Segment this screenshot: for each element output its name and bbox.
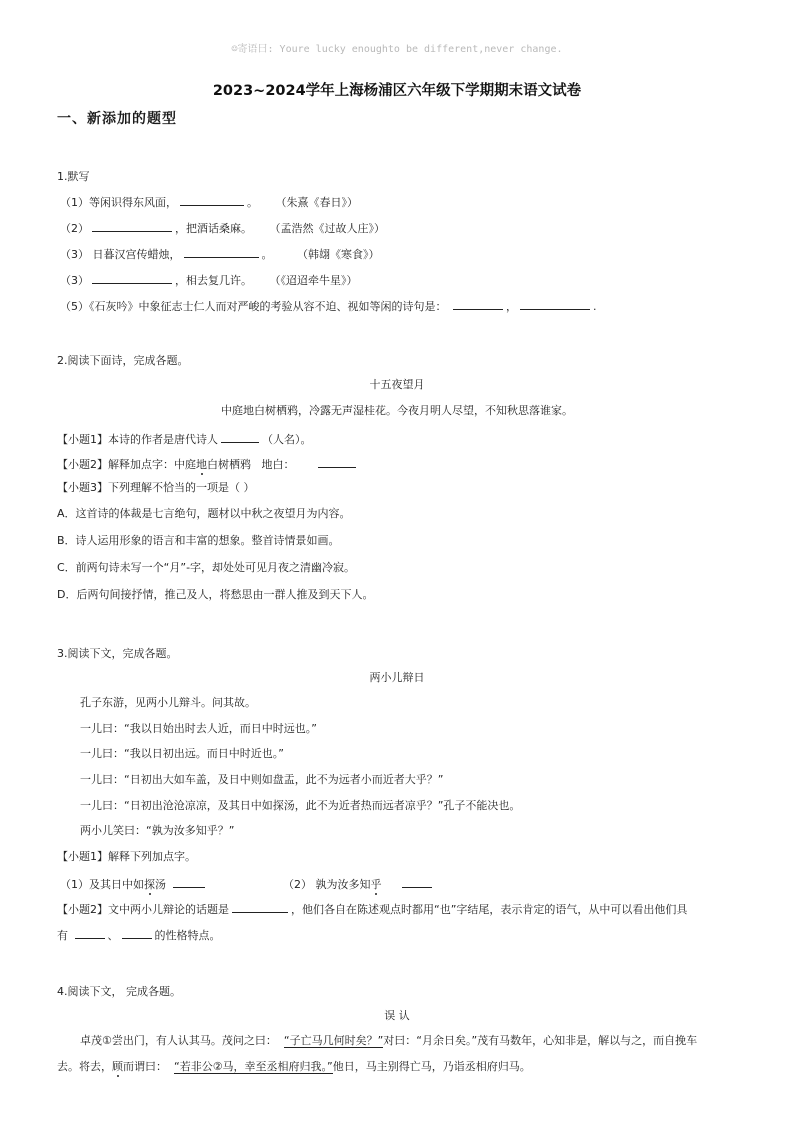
option-d[interactable]: D．后两句间接抒情，推己及人，将愁思由一群人推及到天下人。 (57, 588, 374, 601)
q1-line-1 (60, 194, 358, 210)
q1-line-1-source: （朱熹《春日》） (275, 196, 358, 209)
q1-line-5 (60, 298, 597, 314)
dotted-char: 乎 (370, 878, 382, 891)
answer-blank[interactable] (318, 456, 356, 468)
passage-title: 两小儿辩日 (369, 671, 425, 684)
passage-line (57, 1060, 531, 1074)
option-a[interactable]: A．这首诗的体裁是七言绝句，题材以中秋之夜望月为内容。 (57, 507, 351, 520)
q1-line-4-source: （《迢迢牵牛星》） (269, 274, 358, 287)
q1-line-1-end: 。 (247, 196, 258, 209)
q2-sub-2-label: 地白： (261, 458, 295, 471)
q4-line-2-end: 他日，马主别得亡马，乃诣丞相府归马。 (332, 1060, 531, 1073)
question-3-stem: 3.阅读下文，完成各题。 (57, 647, 178, 660)
q2-sub-3: 【小题3】下列理解不恰当的一项是（ ） (57, 481, 255, 494)
q1-line-4 (60, 272, 357, 288)
q1-line-2-end: ，把酒话桑麻。 (175, 222, 252, 235)
q4-line-1-cont: 对曰：“月余日矣。”茂有马数年，心知非是，解以与之，而自挽车 (383, 1034, 698, 1047)
q3-item-1-end: 汤 (155, 878, 166, 891)
answer-blank[interactable] (75, 927, 105, 939)
passage-title: 误 认 (384, 1009, 410, 1022)
passage-para: 一儿曰：“我以日始出时去人近，而日中时远也。” (80, 722, 317, 735)
q3-sub-2-cont: ，他们各自在陈述观点时都用“也”字结尾，表示肯定的语气，从中可以看出他们具 (291, 903, 688, 916)
dotted-char: 顾 (112, 1060, 123, 1073)
answer-blank[interactable] (92, 272, 172, 284)
q3-sub-2-you: 有 (57, 929, 68, 942)
page-title: 2023~2024学年上海杨浦区六年级下学期期末语文试卷 (212, 83, 582, 99)
q2-sub-1-end: （人名）。 (262, 433, 312, 446)
q2-sub-1 (57, 431, 312, 447)
q2-sub-1-text: 【小题1】本诗的作者是唐代诗人 (57, 433, 218, 446)
poem-title: 十五夜望月 (369, 378, 425, 391)
q1-line-3 (60, 246, 379, 262)
answer-blank[interactable] (173, 876, 205, 888)
q1-line-4-text: （3） (60, 274, 89, 287)
q3-sub-2 (57, 901, 687, 917)
passage-line (80, 1034, 697, 1048)
q3-item-2-text: （2） 孰为汝多知 (283, 878, 371, 891)
q4-line-2-mid: 而谓曰： (123, 1060, 167, 1073)
q1-line-2 (60, 220, 385, 236)
q1-line-4-end: ，相去复几许。 (175, 274, 252, 287)
passage-para: 一儿曰：“日初出沧沧凉凉，及其日中如探汤，此不为近者热而远者凉乎？”孔子不能决也。 (80, 799, 521, 812)
q3-item-1 (60, 876, 208, 892)
poem-text: 中庭地白树栖鸦，冷露无声湿桂花。今夜月明人尽望，不知秋思落谁家。 (221, 404, 573, 417)
q3-sub-2-sep: 、 (107, 929, 119, 942)
q1-line-3-end: 。 (261, 248, 273, 261)
answer-blank[interactable] (453, 298, 503, 310)
passage-para: 一儿曰：“日初出大如车盖，及日中则如盘盂，此不为远者小而近者大乎？” (80, 773, 444, 786)
dotted-char: 地 (196, 458, 207, 471)
underlined-sentence: “子亡马几何时矣？” (283, 1034, 384, 1047)
answer-blank[interactable] (180, 194, 244, 206)
answer-blank[interactable] (122, 927, 152, 939)
question-4-stem: 4.阅读下文， 完成各题。 (57, 985, 181, 998)
q1-line-5-text: （5）《石灰吟》中象征志士仁人而对严峻的考验从容不迫、视如等闲的诗句是： (60, 300, 447, 313)
underlined-sentence: “若非公②马，幸至丞相府归我。” (174, 1060, 333, 1073)
answer-blank[interactable] (520, 298, 590, 310)
q1-line-5-comma: ， (506, 300, 517, 313)
q3-sub-1: 【小题1】解释下列加点字。 (57, 850, 196, 863)
q3-item-1-text: （1）及其日中如 (60, 878, 144, 891)
dotted-char: 探 (144, 878, 155, 891)
passage-para: 两小儿笑曰：“孰为汝多知乎？” (80, 824, 235, 837)
q3-sub-2-text: 【小题2】文中两小儿辩论的话题是 (57, 903, 229, 916)
option-b[interactable]: B．诗人运用形象的语言和丰富的想象。整首诗情景如画。 (57, 534, 340, 547)
passage-para: 孔子东游，见两小儿辩斗。问其故。 (80, 696, 256, 709)
option-c[interactable]: C．前两句诗未写一个“月”-字，却处处可见月夜之清幽冷寂。 (57, 561, 356, 574)
motto-watermark: ☺寄语曰: Youre lucky enoughto be different,never change. (231, 44, 563, 55)
q2-sub-2-mid: 白树栖鸦 (207, 458, 251, 471)
q4-line-1-text: 卓茂①尝出门，有人认其马。茂问之曰： (80, 1034, 277, 1047)
q3-sub-2-line-2 (57, 927, 221, 943)
answer-blank[interactable] (232, 901, 288, 913)
q1-line-5-end: . (593, 300, 597, 313)
answer-blank[interactable] (402, 876, 432, 888)
q3-sub-2-end: 的性格特点。 (154, 929, 221, 942)
q1-line-3-source: （韩翃《寒食》） (296, 248, 380, 261)
answer-blank[interactable] (221, 431, 259, 443)
section-heading: 一、新添加的题型 (57, 111, 177, 127)
q3-item-2 (283, 876, 435, 892)
q1-line-3-text: （3） 日暮汉宫传蜡烛， (60, 248, 181, 261)
q1-line-2-text: （2） (60, 222, 89, 235)
q1-line-1-text: （1）等闲识得东风面， (60, 196, 177, 209)
q2-sub-2 (57, 456, 359, 472)
q2-sub-2-text: 【小题2】解释加点字：中庭 (57, 458, 196, 471)
question-2-stem: 2.阅读下面诗，完成各题。 (57, 354, 189, 367)
answer-blank[interactable] (184, 246, 259, 258)
answer-blank[interactable] (92, 220, 172, 232)
passage-para: 一儿曰：“我以日初出远。而日中时近也。” (80, 747, 284, 760)
question-1-stem: 1.默写 (57, 170, 90, 183)
q4-line-2-text: 去。将去， (57, 1060, 112, 1073)
q1-line-2-source: （孟浩然《过故人庄》） (269, 222, 385, 235)
